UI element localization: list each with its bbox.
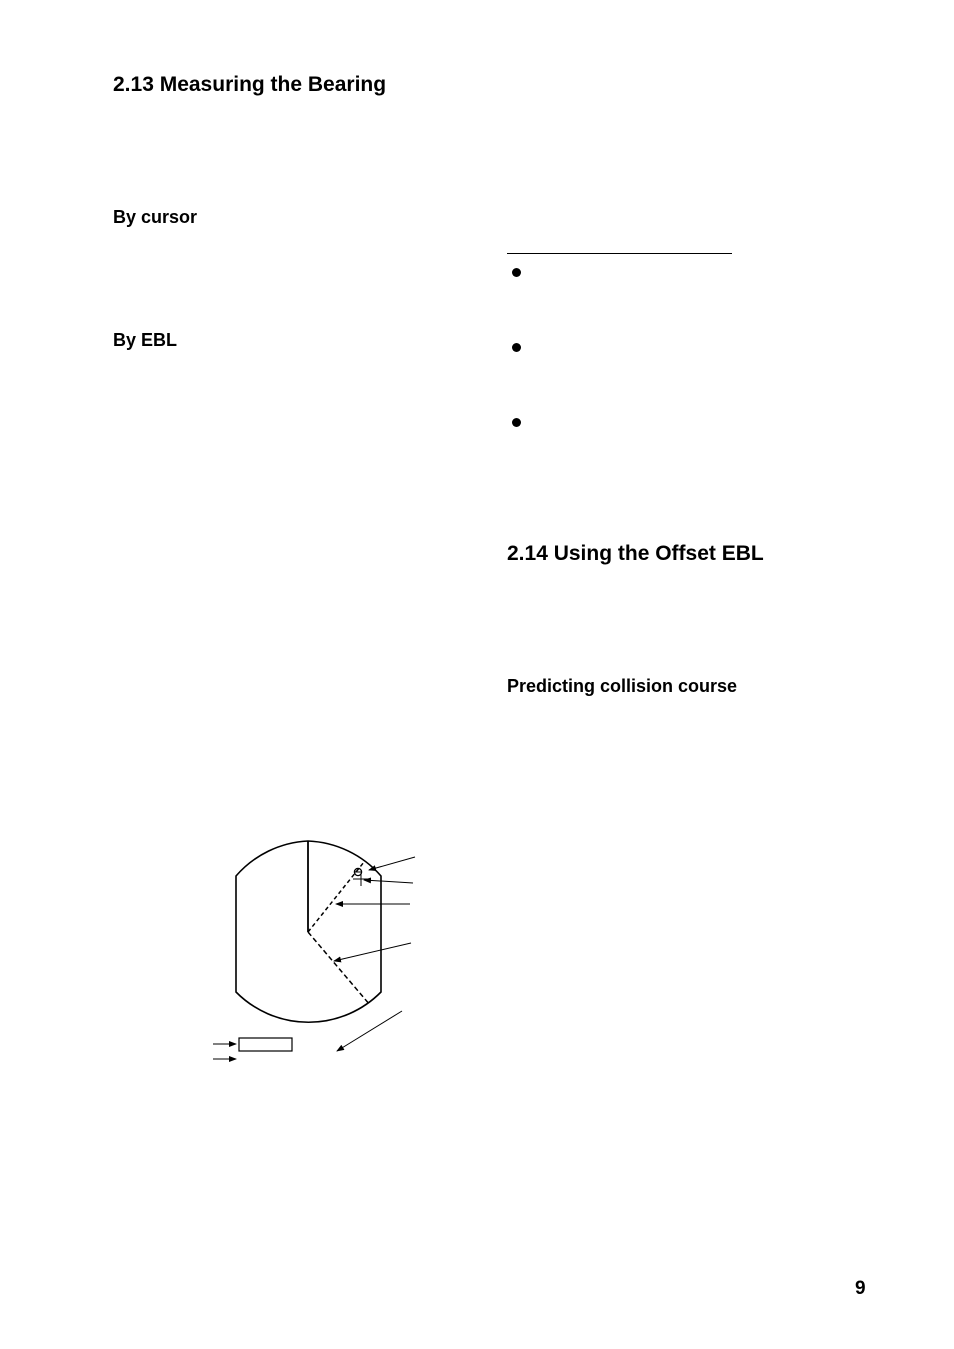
callout-arrow-5 — [337, 1011, 402, 1051]
subheading-by-cursor: By cursor — [113, 207, 198, 227]
callout-arrow-2 — [364, 880, 413, 883]
ebl-bearing-figure — [200, 830, 430, 1070]
page-number: 9 — [855, 1278, 866, 1299]
section-heading-2-14: 2.14 Using the Offset EBL — [507, 542, 764, 565]
subheading-by-ebl: By EBL — [113, 330, 178, 350]
bullet-3 — [512, 418, 521, 427]
callout-arrow-4 — [334, 943, 411, 961]
section-heading-2-13: 2.13 Measuring the Bearing — [113, 73, 387, 96]
bullet-2 — [512, 343, 521, 352]
ebl-line-lower — [308, 932, 370, 1005]
bullet-1 — [512, 268, 521, 277]
note-rule — [507, 253, 732, 254]
readout-box — [239, 1038, 292, 1051]
subheading-predicting-collision: Predicting collision course — [507, 676, 738, 696]
callout-arrow-1 — [369, 857, 415, 870]
